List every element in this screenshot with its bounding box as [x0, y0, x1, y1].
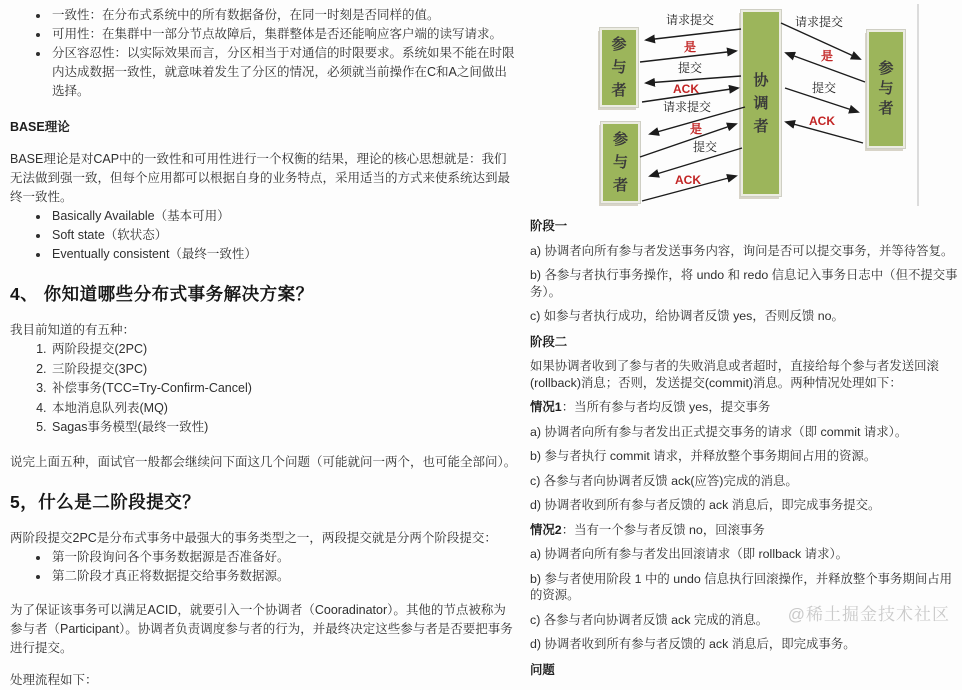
base-theory-heading: BASE理论 [10, 120, 70, 134]
list-item: • 分区容忍性：以实际效果而言，分区相当于对通信的时限要求。系统如果不能在时限内达成数据一致性，就意味着发生了分区的情况，必须就当前操作在C和A之间做出选择。 [50, 44, 518, 101]
case1-line [530, 399, 962, 416]
phase2-intro: 如果协调者收到了参与者的失败消息或者超时，直接给每个参与者发送回滚(rollback)消息；否则，发送提交(commit)消息。两种情况处理如下： [530, 359, 939, 390]
arrow-yes-l2 [640, 124, 736, 157]
left-column [10, 6, 518, 690]
question4-followup: 说完上面五种，面试官一般都会继续问下面这几个问题（可能就问一两个，也可能全部问）。 [10, 454, 517, 469]
msg-yes: 是 [683, 40, 697, 54]
base-theory-paragraph: BASE理论是对CAP中的一致性和可用性进行一个权衡的结果，理论的核心思想就是：我们无法做到强一致，但每个应用都可以根据自身的业务特点，采用适当的方式来使系统达到最终一致性。 [10, 152, 511, 204]
participant-label: 参与者 [612, 131, 628, 194]
msg-yes: 是 [820, 49, 834, 63]
msg-commit: 提交 [677, 61, 703, 75]
case2-text: ：当有一个参与者反馈 no，回滚事务 [561, 522, 765, 537]
case2-label: 情况2 [530, 522, 562, 537]
msg-ack: ACK [809, 114, 835, 128]
case1-label: 情况1 [530, 400, 562, 414]
case2-step: d) 协调者收到所有参与者反馈的 ack 消息后，即完成事务。 [530, 637, 856, 651]
list-item: • 可用性：在集群中一部分节点故障后，集群整体是否还能响应客户端的读写请求。 [50, 25, 518, 44]
case1-step: c) 各参与者向协调者反馈 ack(应答)完成的消息。 [530, 473, 798, 488]
msg-request-commit: 请求提交 [665, 13, 715, 27]
participant-label: 参与者 [878, 60, 894, 117]
question4-intro: 我目前知道的有五种： [10, 323, 136, 337]
list-item: • 第一阶段询问各个事务数据源是否准备好。 [50, 548, 518, 567]
question5-paragraph: 两阶段提交2PC是分布式事务中最强大的事务类型之一，两段提交就是分两个阶段提交： [10, 530, 497, 545]
msg-ack: ACK [675, 173, 701, 187]
case1-step: a) 协调者向所有参与者发出正式提交事务的请求（即 commit 请求）。 [530, 424, 908, 439]
sequence-arrows-svg [530, 0, 962, 209]
list-item: • 一致性：在分布式系统中的所有数据备份，在同一时刻是否同样的值。 [50, 6, 518, 25]
msg-request-commit: 请求提交 [662, 100, 712, 114]
case1-text: ：当所有参与者均反馈 yes，提交事务 [561, 400, 771, 414]
msg-ack: ACK [673, 82, 699, 96]
case2-step: c) 各参与者向协调者反馈 ack 完成的消息。 [530, 612, 769, 627]
list-item: • 第二阶段才真正将数据提交给事务数据源。 [50, 567, 518, 586]
cap-properties-list [50, 6, 518, 101]
case2-step: a) 协调者向所有参与者发出回滚请求（即 rollback 请求）。 [530, 547, 849, 561]
coordinator-label: 协调者 [753, 71, 769, 135]
phase1-heading: 阶段一 [530, 219, 568, 233]
phase2-heading: 阶段二 [530, 334, 568, 349]
list-item: 4. 本地消息队列表(MQ) [50, 399, 518, 419]
msg-yes: 是 [689, 122, 703, 136]
msg-commit: 提交 [811, 81, 837, 95]
msg-request-commit: 请求提交 [794, 15, 844, 29]
msg-commit: 提交 [692, 140, 718, 154]
solutions-ordered-list [50, 340, 518, 438]
two-phase-steps-list [50, 548, 518, 586]
case1-step: b) 参与者执行 commit 请求，并释放整个事务期间占用的资源。 [530, 449, 877, 463]
participant-label: 参与者 [611, 36, 627, 99]
right-column [530, 0, 962, 686]
two-phase-commit-diagram [530, 0, 962, 209]
list-item: • Soft state（软状态） [50, 226, 518, 245]
list-item: • Eventually consistent（最终一致性） [50, 245, 518, 264]
base-properties-list [50, 207, 518, 264]
question5-heading: 5，什么是二阶段提交？ [10, 491, 201, 512]
case1-step: d) 协调者收到所有参与者反馈的 ack 消息后，即完成事务提交。 [530, 498, 881, 512]
flow-intro: 处理流程如下： [10, 672, 98, 687]
phase1-step: c) 如参与者执行成功，给协调者反馈 yes，否则反馈 no。 [530, 309, 844, 323]
list-item: 3. 补偿事务(TCC=Try-Confirm-Cancel) [50, 379, 518, 399]
question4-heading: 4、 你知道哪些分布式事务解决方案？ [10, 284, 314, 304]
phase1-step: a) 协调者向所有参与者发送事务内容，询问是否可以提交事务，并等待答复。 [530, 243, 954, 258]
case2-line [530, 522, 962, 539]
list-item: 5. Sagas事务模型(最终一致性) [50, 418, 518, 438]
list-item: • Basically Available（基本可用） [50, 207, 518, 226]
list-item: 2. 三阶段提交(3PC) [50, 360, 518, 380]
problem-heading: 问题 [530, 662, 555, 677]
list-item: 1. 两阶段提交(2PC) [50, 340, 518, 360]
juejin-watermark: @稀土掘金技术社区 [787, 605, 950, 624]
case2-step: b) 参与者使用阶段 1 中的 undo 信息执行回滚操作，并释放整个事务期间占用的资源。 [530, 571, 953, 602]
coordinator-paragraph: 为了保证该事务可以满足ACID，就要引入一个协调者（Cooradinator）。其他的节点被称为参与者（Participant）。协调者负责调度参与者的行为，并最终决定这些参与者是否要把事务进行提交。 [10, 602, 513, 655]
phase1-step: b) 各参与者执行事务操作，将 undo 和 redo 信息记入事务日志中（但不提交事务）。 [530, 268, 958, 299]
